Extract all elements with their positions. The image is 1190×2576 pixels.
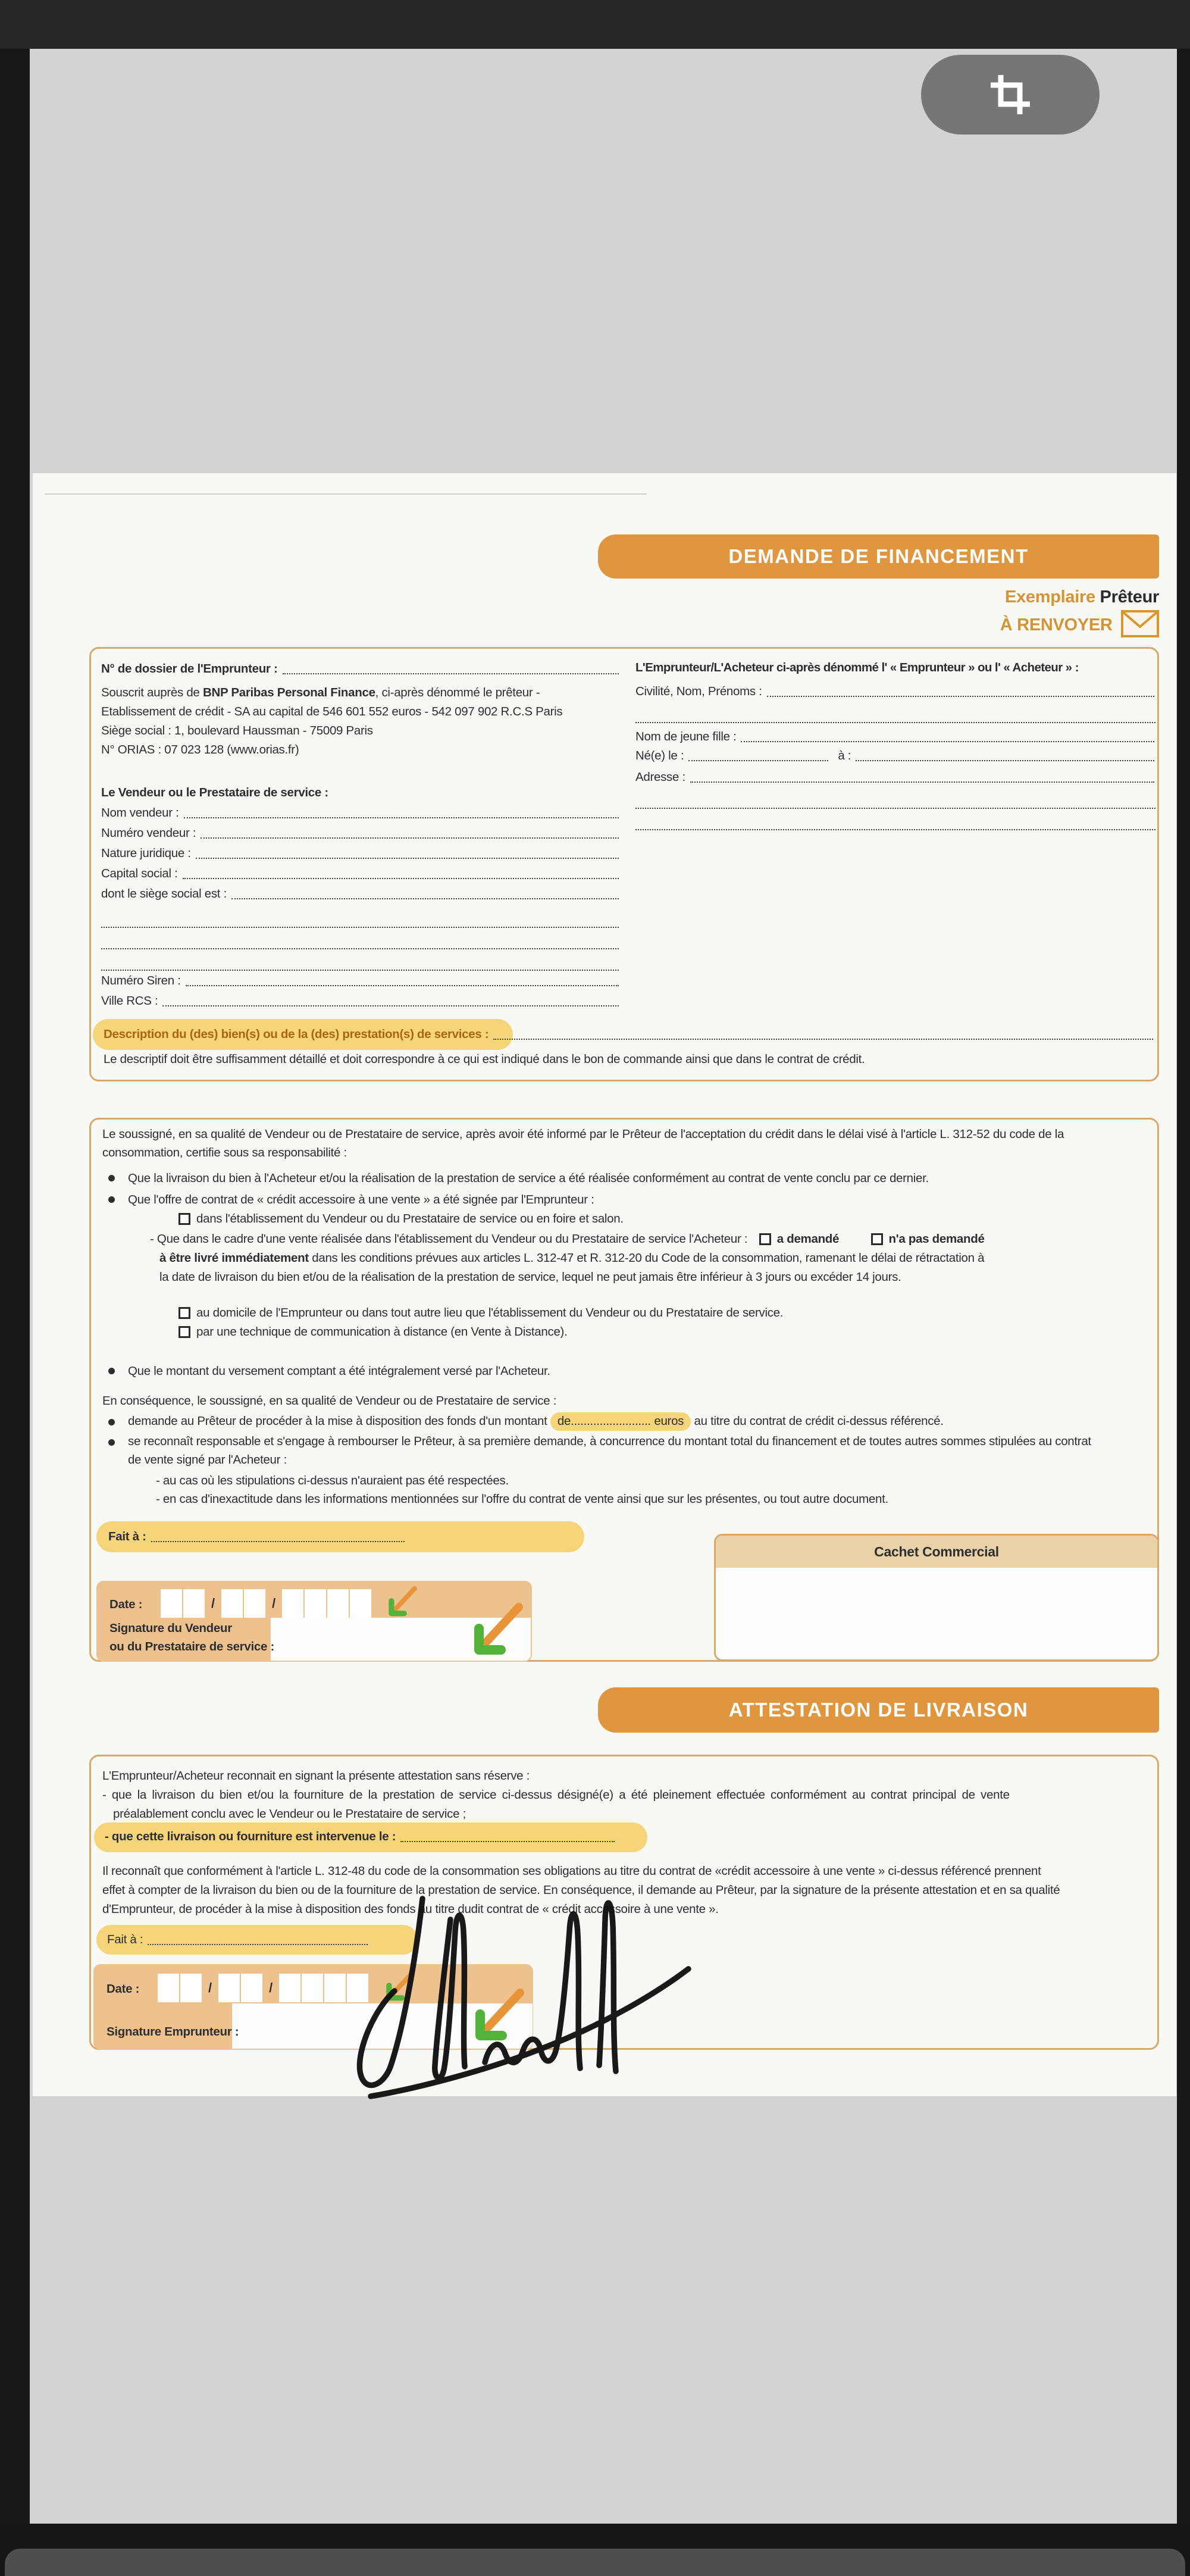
checkbox-a-demande[interactable] bbox=[759, 1233, 771, 1245]
fait-a-input-line[interactable] bbox=[151, 1540, 405, 1542]
vendor-field-row bbox=[101, 844, 620, 862]
description-row bbox=[104, 1025, 1154, 1043]
dossier-input-line[interactable] bbox=[283, 673, 619, 674]
bullet-dot bbox=[108, 1196, 115, 1203]
dotted-input-line[interactable] bbox=[101, 948, 619, 949]
date-day-cell[interactable] bbox=[183, 1589, 205, 1618]
dotted-input-line[interactable] bbox=[231, 898, 619, 899]
vendor-field-row bbox=[101, 971, 620, 990]
lender-line-3: Siège social : 1, boulevard Haussman - 75009 Paris bbox=[101, 724, 373, 737]
att-para-l1: Il reconnaît que conformément à l'article L. 312-48 du code de la consommation ses obligations au titre du contrat de «crédit accessoire à une vente » ci-dessus référencé prennent bbox=[102, 1864, 1041, 1878]
dotted-input-line[interactable] bbox=[184, 817, 619, 818]
dotted-input-line[interactable] bbox=[186, 984, 619, 986]
date-month-cell[interactable] bbox=[221, 1589, 243, 1618]
att-line1a: - que la livraison du bien et/ou la fourniture de la prestation de service ci-dessus désigné(e) a été pleinement effectuée conformément au contrat principal de vente bbox=[102, 1788, 1010, 1802]
copy-label bbox=[714, 587, 1159, 638]
section-title-text: DEMANDE DE FINANCEMENT bbox=[728, 545, 1029, 567]
date-separator: / bbox=[211, 1596, 215, 1611]
amount-highlight[interactable]: de......................... euros bbox=[550, 1412, 691, 1431]
dotted-input-line[interactable] bbox=[767, 695, 1154, 697]
cert-dash-row bbox=[150, 1230, 985, 1248]
dotted-input-line[interactable] bbox=[101, 969, 619, 971]
bullet-dot bbox=[108, 1368, 115, 1374]
description-note: Le descriptif doit être suffisamment détaillé et doit correspondre à ce qui est indiqué dans le bon de commande ainsi que dans le contrat de crédit. bbox=[104, 1052, 865, 1066]
fait-a-label: Fait à : bbox=[108, 1530, 146, 1543]
field-label: Numéro vendeur : bbox=[101, 826, 196, 840]
dotted-input-line[interactable] bbox=[201, 837, 619, 839]
date-year-cell[interactable] bbox=[327, 1589, 349, 1618]
vendor-field-row bbox=[101, 884, 620, 903]
date-year-cell[interactable] bbox=[305, 1589, 326, 1618]
field-label: Adresse : bbox=[635, 770, 685, 784]
dash-bold: à être livré immédiatement bbox=[159, 1251, 309, 1265]
cert-case2: - en cas d'inexactitude dans les informations mentionnées sur l'offre du contrat de vente ainsi que sur les présentes, ou tout autre document. bbox=[156, 1492, 888, 1506]
description-input-line[interactable] bbox=[493, 1038, 1153, 1040]
borrower-sig-label: Signature Emprunteur : bbox=[107, 2025, 239, 2039]
exemplaire-label: Exemplaire bbox=[1005, 587, 1095, 607]
dash-pre: - Que dans le cadre d'une vente réalisée dans l'établissement du Vendeur ou du Prestataire de service l'Acheteur : bbox=[150, 1232, 748, 1246]
renvoyer-label: À RENVOYER bbox=[1000, 615, 1113, 634]
dotted-input-line[interactable] bbox=[690, 781, 1154, 783]
vendor-field-row bbox=[101, 992, 620, 1010]
bottom-sheet-handle[interactable] bbox=[5, 2549, 1185, 2576]
date-month-cell[interactable] bbox=[244, 1589, 265, 1618]
field-label: Né(e) le : bbox=[635, 749, 684, 762]
cert-consequence: En conséquence, le soussigné, en sa qualité de Vendeur ou de Prestataire de service : bbox=[102, 1394, 557, 1408]
field-label: dont le siège social est : bbox=[101, 887, 227, 901]
check1-label: dans l'établissement du Vendeur ou du Prestataire de service ou en foire et salon. bbox=[196, 1212, 624, 1226]
date-day-cell[interactable] bbox=[158, 1974, 179, 2002]
dossier-row bbox=[101, 659, 620, 678]
dotted-input-line[interactable] bbox=[101, 926, 619, 928]
cert-case1: - au cas où les stipulations ci-dessus n'auraient pas été respectées. bbox=[156, 1474, 509, 1487]
date-input-cells bbox=[161, 1589, 371, 1618]
field-label: Nature juridique : bbox=[101, 846, 191, 860]
date-year-cell[interactable] bbox=[350, 1589, 371, 1618]
lender-line-2: Etablissement de crédit - SA au capital de 546 601 552 euros - 542 097 902 R.C.S Paris bbox=[101, 705, 563, 718]
vendor-sig-label-2: ou du Prestataire de service : bbox=[109, 1640, 274, 1653]
cert-dash-cont2: la date de livraison du bien et/ou de la réalisation de la prestation de service, lequel ne peut jamais être inférieur à 3 jours ou excéder 14 jours. bbox=[159, 1270, 901, 1284]
fait-a-row bbox=[108, 1527, 406, 1546]
dossier-label: N° de dossier de l'Emprunteur : bbox=[101, 662, 278, 676]
preteur-label: Prêteur bbox=[1095, 587, 1159, 607]
date-separator: / bbox=[269, 1980, 273, 1995]
check3-label: par une technique de communication à distance (en Vente à Distance). bbox=[196, 1325, 568, 1339]
field-label: Nom de jeune fille : bbox=[635, 730, 737, 743]
request-post: au titre du contrat de crédit ci-dessus référencé. bbox=[691, 1414, 944, 1428]
field-label: Capital social : bbox=[101, 867, 178, 880]
cert-check1-row bbox=[178, 1209, 624, 1228]
bullet-dot bbox=[108, 1419, 115, 1425]
crop-icon bbox=[988, 73, 1032, 117]
cert-intro-line1: Le soussigné, en sa qualité de Vendeur ou de Prestataire de service, après avoir été informé par le Prêteur de l'acceptation du crédit dans le délai visé à l'article L. 312-52 du code de la bbox=[102, 1127, 1064, 1141]
lender-line-1 bbox=[101, 683, 540, 702]
field-label: Civilité, Nom, Prénoms : bbox=[635, 684, 762, 698]
lender-line-4: N° ORIAS : 07 023 128 (www.orias.fr) bbox=[101, 743, 299, 756]
field-label: Nom vendeur : bbox=[101, 806, 179, 820]
borrower-birth-row bbox=[635, 746, 1155, 765]
souscrit-pre: Souscrit auprès de bbox=[101, 686, 203, 699]
opt-a-demande: a demandé bbox=[776, 1232, 840, 1246]
dotted-input-line[interactable] bbox=[688, 759, 828, 761]
section-title-text: ATTESTATION DE LIVRAISON bbox=[728, 1699, 1029, 1721]
date-day-cell[interactable] bbox=[161, 1589, 182, 1618]
sign-here-arrow-icon bbox=[386, 1584, 420, 1619]
fait-a-label: Fait à : bbox=[107, 1933, 143, 1946]
cert-request-row bbox=[128, 1412, 944, 1430]
envelope-icon bbox=[1121, 610, 1159, 637]
check2-label: au domicile de l'Emprunteur ou dans tout autre lieu que l'établissement du Vendeur ou du Prestataire de service. bbox=[196, 1306, 784, 1320]
cachet-header bbox=[716, 1536, 1157, 1568]
field-label: à : bbox=[838, 749, 851, 762]
vendor-field-row bbox=[101, 804, 620, 822]
date-label: Date : bbox=[107, 1982, 140, 1996]
field-label: Numéro Siren : bbox=[101, 974, 181, 987]
cert-bullet2: Que l'offre de contrat de « crédit accessoire à une vente » a été signée par l'Emprunteur : bbox=[128, 1193, 594, 1206]
checkbox-distance[interactable] bbox=[178, 1326, 190, 1338]
att-intro: L'Emprunteur/Acheteur reconnait en signant la présente attestation sans réserve : bbox=[102, 1769, 530, 1783]
crop-button[interactable] bbox=[921, 55, 1100, 135]
cert-bullet3: Que le montant du versement comptant a été intégralement versé par l'Acheteur. bbox=[128, 1364, 550, 1378]
checkbox-domicile[interactable] bbox=[178, 1307, 190, 1319]
sign-here-arrow-icon bbox=[469, 1600, 528, 1659]
top-status-bar bbox=[0, 0, 1190, 49]
date-separator: / bbox=[208, 1980, 212, 1995]
section-title-demande bbox=[598, 534, 1159, 579]
description-label: Description du (des) bien(s) ou de la (des) prestation(s) de services : bbox=[104, 1027, 489, 1041]
dash-cont: dans les conditions prévues aux articles L. 312-47 et R. 312-20 du Code de la consommation, ramenant le délai de rétractation à bbox=[308, 1251, 985, 1265]
livraison-input-line[interactable] bbox=[400, 1840, 615, 1842]
att-para-l3: d'Emprunteur, de procéder à la mise à disposition des fonds au titre dudit contrat de « crédit accessoire à une vente ». bbox=[102, 1902, 719, 1916]
cachet-commercial-box[interactable] bbox=[714, 1534, 1159, 1661]
souscrit-bold: BNP Paribas Personal Finance bbox=[202, 686, 375, 699]
dotted-input-line[interactable] bbox=[635, 721, 1155, 723]
dotted-input-line[interactable] bbox=[196, 857, 619, 859]
vendor-sig-label-1: Signature du Vendeur bbox=[109, 1621, 232, 1635]
opt-na-pas-demande: n'a pas demandé bbox=[888, 1232, 985, 1246]
bullet-dot bbox=[108, 1439, 115, 1446]
cert-check3-row bbox=[178, 1323, 567, 1341]
date-separator: / bbox=[272, 1596, 276, 1611]
vendor-field-row bbox=[101, 824, 620, 842]
date-day-cell[interactable] bbox=[180, 1974, 202, 2002]
section-title-attestation bbox=[598, 1687, 1159, 1733]
dotted-input-line[interactable] bbox=[635, 829, 1155, 830]
date-year-cell[interactable] bbox=[282, 1589, 303, 1618]
dotted-input-line[interactable] bbox=[856, 759, 1154, 761]
field-label: Ville RCS : bbox=[101, 994, 158, 1008]
borrower-field-row bbox=[635, 682, 1155, 701]
handwritten-signature bbox=[235, 1875, 711, 2113]
borrower-field-row bbox=[635, 727, 1155, 746]
cert-responsible-l1: se reconnaît responsable et s'engage à rembourser le Prêteur, à sa première demande, à concurrence du montant total du financement et de toutes autres sommes stipulées au contrat bbox=[128, 1434, 1091, 1448]
att-line1b: préalablement conclu avec le Vendeur ou le Prestataire de service ; bbox=[113, 1807, 466, 1821]
souscrit-post: , ci-après dénommé le prêteur - bbox=[375, 686, 540, 699]
dotted-input-line[interactable] bbox=[741, 740, 1154, 742]
borrower-title: L'Emprunteur/L'Acheteur ci-après dénommé l' « Emprunteur » ou l' « Acheteur » : bbox=[635, 661, 1079, 674]
livraison-label: - que cette livraison ou fourniture est intervenue le : bbox=[105, 1830, 396, 1843]
cert-bullet1: Que la livraison du bien à l'Acheteur et/ou la réalisation de la prestation de service a été réalisée conformément au contrat de vente conclu par ce dernier. bbox=[128, 1171, 929, 1185]
dotted-input-line[interactable] bbox=[635, 807, 1155, 809]
att-para-l2: effet à compter de la livraison du bien ou de la fourniture de la prestation de service. En conséquence, il demande au Prêteur, par la signature de la présente attestation et en sa qualité bbox=[102, 1883, 1060, 1897]
cert-responsible-l2: de vente signé par l'Acheteur : bbox=[128, 1453, 287, 1467]
dotted-input-line[interactable] bbox=[162, 1005, 619, 1006]
cert-dash-cont bbox=[159, 1249, 984, 1267]
vendor-field-row bbox=[101, 864, 620, 883]
checkbox-etablissement[interactable] bbox=[178, 1213, 190, 1225]
dotted-input-line[interactable] bbox=[183, 877, 619, 879]
borrower-field-row bbox=[635, 768, 1155, 786]
checkbox-na-pas-demande[interactable] bbox=[871, 1233, 883, 1245]
date-label: Date : bbox=[109, 1598, 143, 1611]
cert-intro-line2: consommation, certifie sous sa responsabilité : bbox=[102, 1146, 347, 1159]
livraison-date-row bbox=[105, 1827, 628, 1846]
request-pre: demande au Prêteur de procéder à la mise à disposition des fonds d'un montant bbox=[128, 1414, 550, 1428]
bullet-dot bbox=[108, 1175, 115, 1181]
cachet-title: Cachet Commercial bbox=[874, 1543, 999, 1559]
scan-artifact-line bbox=[45, 493, 647, 495]
cert-check2-row bbox=[178, 1303, 783, 1322]
vendor-title: Le Vendeur ou le Prestataire de service : bbox=[101, 786, 328, 799]
